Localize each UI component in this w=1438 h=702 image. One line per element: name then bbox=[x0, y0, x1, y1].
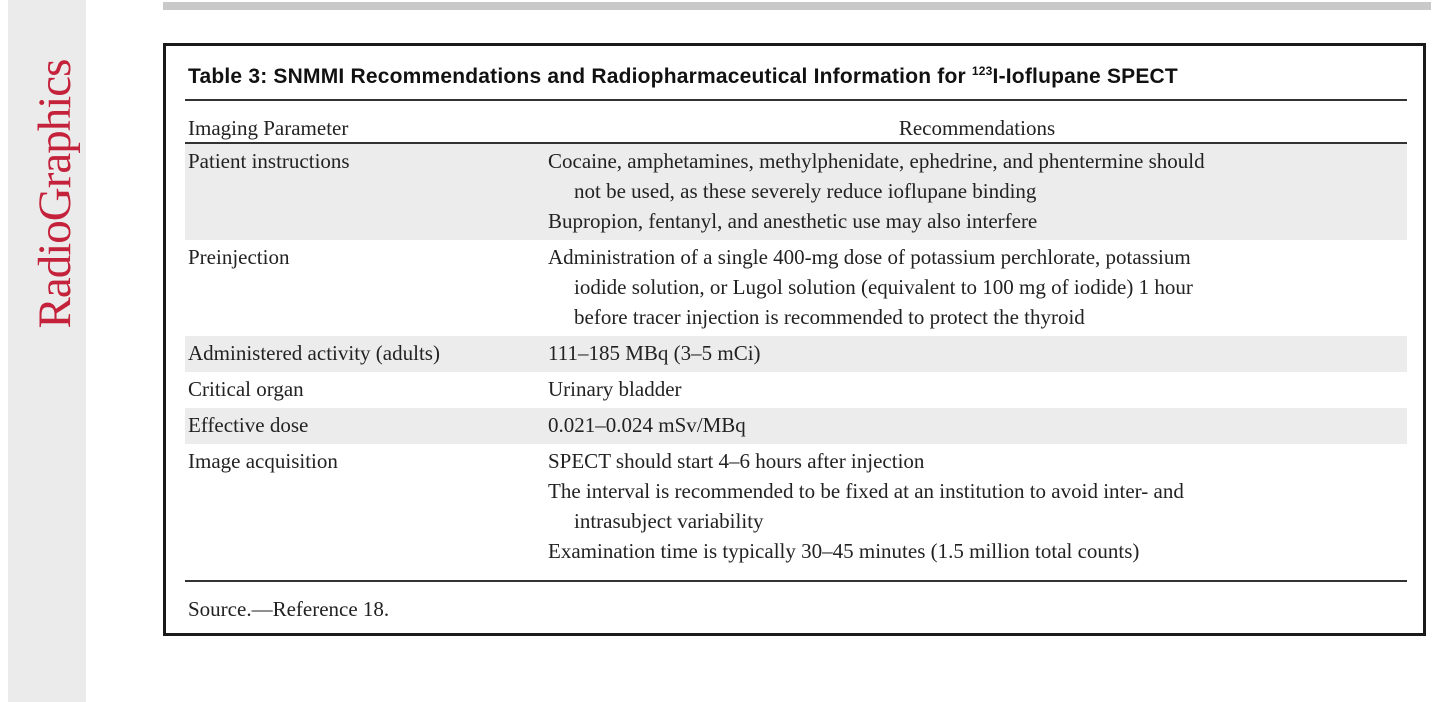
recommendation-line: Cocaine, amphetamines, methylphenidate, ephedrine, and phentermine should bbox=[548, 149, 1205, 173]
recommendation-line: 111–185 MBq (3–5 mCi) bbox=[548, 341, 761, 365]
row-recommendations bbox=[548, 374, 1410, 404]
row-parameter: Critical organ bbox=[188, 377, 304, 401]
row-recommendations bbox=[548, 338, 1410, 368]
recommendation-line: The interval is recommended to be fixed at an institution to avoid inter- and bbox=[548, 479, 1184, 503]
recommendation-line: Examination time is typically 30–45 minutes (1.5 million total counts) bbox=[548, 539, 1140, 563]
title-prefix: Table 3: SNMMI Recommendations and Radiopharmaceutical Information for bbox=[188, 65, 972, 88]
row-parameter: Effective dose bbox=[188, 413, 309, 437]
rule-under-body bbox=[185, 580, 1407, 582]
header-imaging-parameter: Imaging Parameter bbox=[188, 116, 349, 140]
table-row bbox=[185, 336, 1407, 372]
table-row bbox=[185, 240, 1407, 336]
table-box bbox=[163, 43, 1426, 636]
recommendation-line: Urinary bladder bbox=[548, 377, 682, 401]
row-recommendations bbox=[548, 146, 1410, 236]
row-parameter: Image acquisition bbox=[188, 449, 338, 473]
top-rule bbox=[163, 2, 1431, 10]
table-row bbox=[185, 372, 1407, 408]
title-superscript: 123 bbox=[971, 64, 993, 78]
row-recommendations bbox=[548, 446, 1410, 566]
recommendation-line: Bupropion, fentanyl, and anesthetic use may also interfere bbox=[548, 209, 1038, 233]
table-source: Source.—Reference 18. bbox=[188, 597, 390, 621]
table-row bbox=[185, 408, 1407, 444]
recommendation-line: intrasubject variability bbox=[574, 509, 764, 533]
recommendation-line: 0.021–0.024 mSv/MBq bbox=[548, 413, 746, 437]
table-row bbox=[185, 144, 1407, 240]
recommendation-line: before tracer injection is recommended to protect the thyroid bbox=[574, 305, 1085, 329]
header-recommendations: Recommendations bbox=[898, 116, 1056, 140]
table-row bbox=[185, 444, 1407, 570]
recommendation-line: SPECT should start 4–6 hours after injection bbox=[548, 449, 925, 473]
recommendation-line: not be used, as these severely reduce ioflupane binding bbox=[574, 179, 1037, 203]
journal-name: RadioGraphics bbox=[29, 59, 81, 329]
row-parameter: Administered activity (adults) bbox=[188, 341, 440, 365]
title-suffix: I-Ioflupane SPECT bbox=[992, 65, 1178, 88]
row-parameter: Preinjection bbox=[188, 245, 290, 269]
journal-side-strip bbox=[8, 0, 86, 702]
row-recommendations bbox=[548, 410, 1410, 440]
rule-under-title bbox=[185, 99, 1407, 101]
table-title bbox=[188, 64, 1410, 89]
row-recommendations bbox=[548, 242, 1410, 332]
row-parameter: Patient instructions bbox=[188, 149, 350, 173]
recommendation-line: iodide solution, or Lugol solution (equivalent to 100 mg of iodide) 1 hour bbox=[574, 275, 1193, 299]
recommendation-line: Administration of a single 400-mg dose of potassium perchlorate, potassium bbox=[548, 245, 1191, 269]
